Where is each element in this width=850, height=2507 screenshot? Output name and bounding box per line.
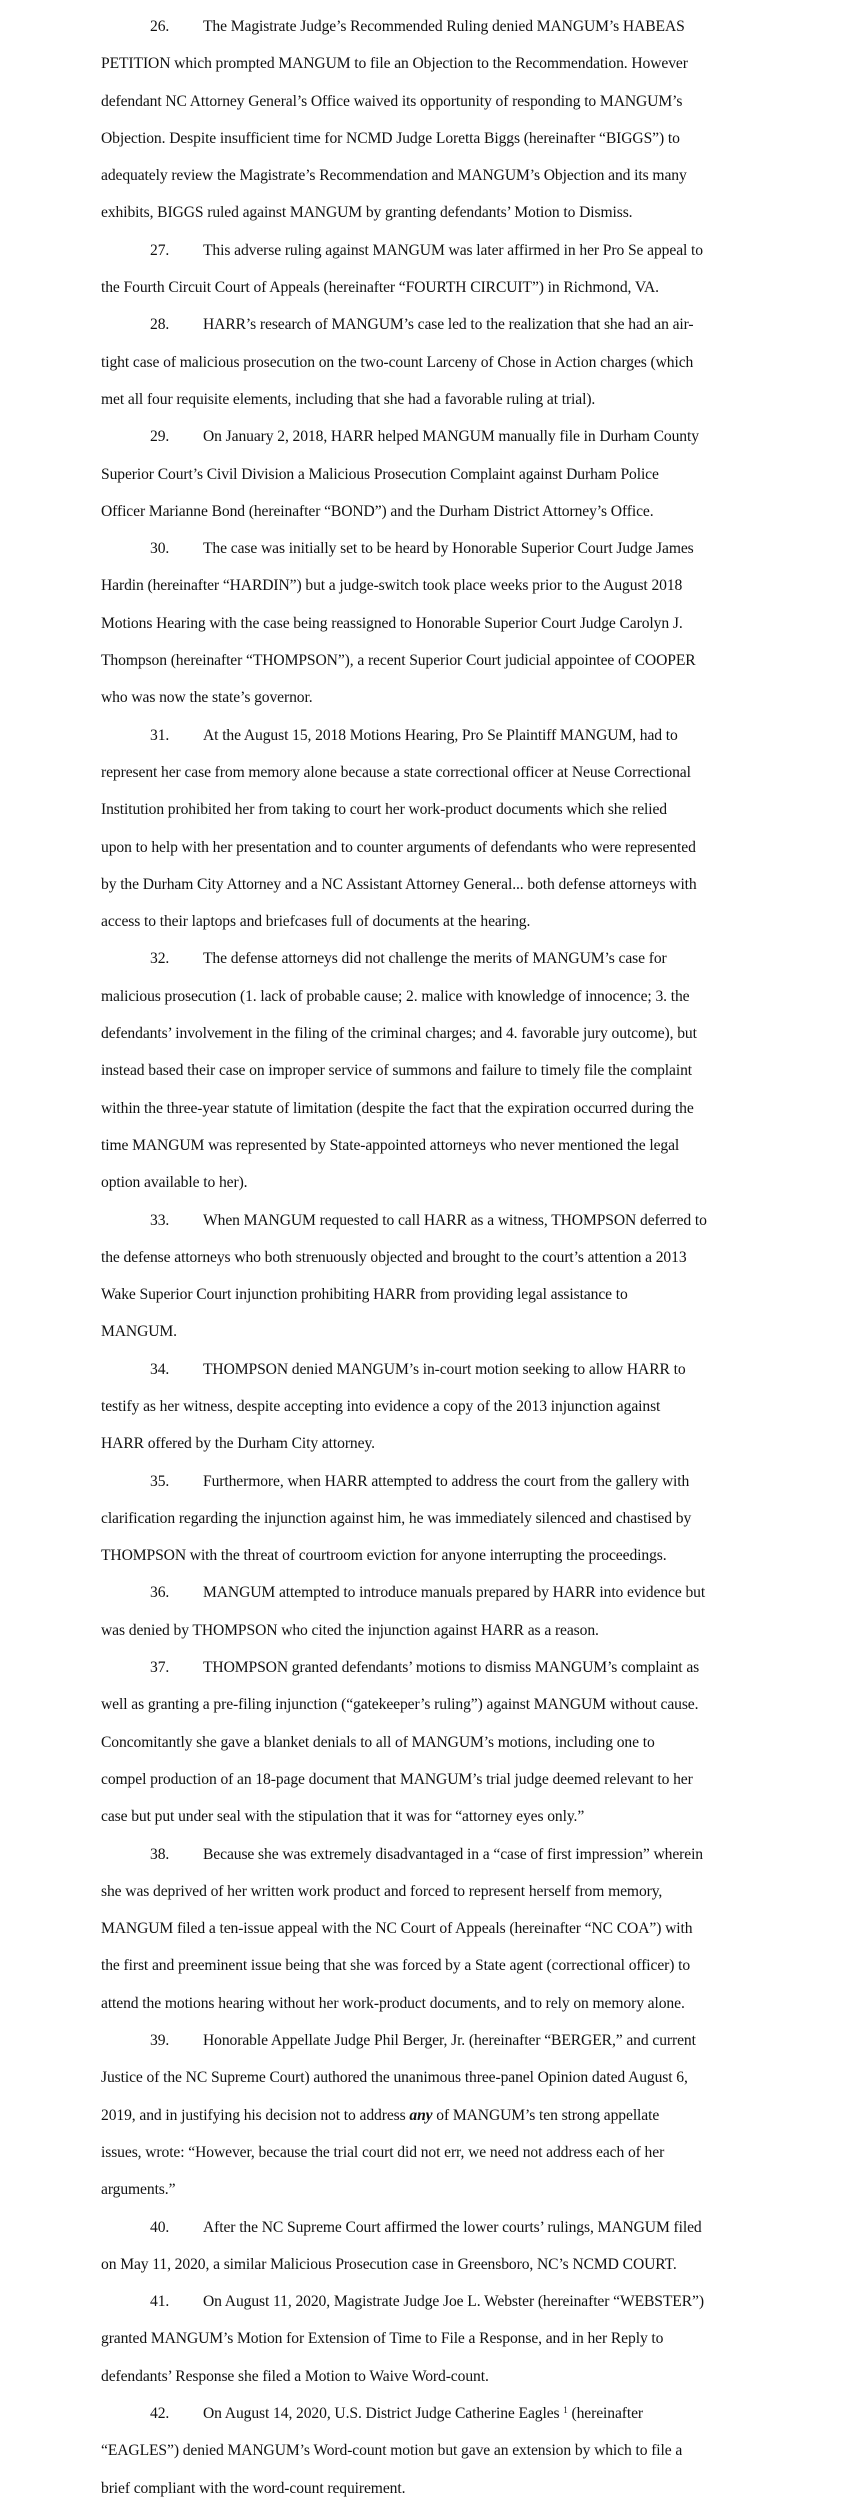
paragraph-number: 26. <box>150 18 170 35</box>
numbered-paragraph <box>101 717 761 941</box>
text-line <box>101 2134 761 2171</box>
text-line <box>101 8 761 45</box>
line-text: the first and preeminent issue being that she was forced by a State agent (correctional officer) to <box>101 1957 691 1975</box>
line-text: represent her case from memory alone because a state correctional officer at Neuse Correctional <box>101 763 691 781</box>
line-text: THOMPSON with the threat of courtroom eviction for anyone interrupting the proceedings. <box>101 1547 667 1565</box>
paragraph-number: 34. <box>150 1360 170 1378</box>
paragraph-number: 27. <box>150 241 170 259</box>
text-line <box>101 194 761 231</box>
line-text: brief compliant with the word-count requirement. <box>101 2479 406 2497</box>
text-line <box>101 1574 761 1611</box>
text-line <box>101 791 761 828</box>
line-text: compel production of an 18-page document that MANGUM’s trial judge deemed relevant to her <box>101 1770 693 1788</box>
line-text: time MANGUM was represented by State-appointed attorneys who never mentioned the legal <box>101 1136 680 1154</box>
line-text: This adverse ruling against MANGUM was later affirmed in her Pro Se appeal to <box>203 241 703 259</box>
line-text: Thompson (hereinafter “THOMPSON”), a recent Superior Court judicial appointee of COOPER <box>101 652 696 670</box>
line-text: access to their laptops and briefcases full of documents at the hearing. <box>101 913 531 931</box>
line-text: met all four requisite elements, including that she had a favorable ruling at trial). <box>101 390 596 408</box>
text-line <box>101 232 761 269</box>
numbered-paragraph <box>101 232 761 307</box>
text-line <box>101 1612 761 1649</box>
numbered-paragraph <box>101 2209 761 2284</box>
text-line <box>101 493 761 530</box>
line-text: The Magistrate Judge’s Recommended Ruling denied MANGUM’s HABEAS <box>203 18 685 35</box>
line-text: Motions Hearing with the case being reassigned to Honorable Superior Court Judge Carolyn J. <box>101 614 683 632</box>
paragraph-number: 39. <box>150 2032 170 2050</box>
line-text: HARR’s research of MANGUM’s case led to the realization that she had an air- <box>203 316 694 334</box>
line-text: defendant NC Attorney General’s Office waived its opportunity of responding to MANGUM’s <box>101 92 683 110</box>
paragraph-number: 32. <box>150 950 170 968</box>
numbered-paragraph <box>101 8 761 232</box>
paragraph-number: 35. <box>150 1472 170 1490</box>
line-text: on May 11, 2020, a similar Malicious Prosecution case in Greensboro, NC’s NCMD COURT. <box>101 2255 677 2273</box>
line-text: within the three-year statute of limitation (despite the fact that the expiration occurred during the <box>101 1099 694 1117</box>
text-line <box>101 418 761 455</box>
numbered-paragraph <box>101 1351 761 1463</box>
text-line <box>101 1910 761 1947</box>
line-text: THOMPSON denied MANGUM’s in-court motion seeking to allow HARR to <box>203 1360 686 1378</box>
line-text: Institution prohibited her from taking to court her work-product documents which she relied <box>101 801 667 819</box>
text-line <box>101 1836 761 1873</box>
numbered-paragraph <box>101 1202 761 1351</box>
numbered-paragraph <box>101 2283 761 2395</box>
text-line <box>101 717 761 754</box>
line-text: the defense attorneys who both strenuously objected and brought to the court’s attention a 2013 <box>101 1248 687 1266</box>
text-line <box>101 605 761 642</box>
line-text: she was deprived of her written work product and forced to represent herself from memory, <box>101 1882 663 1900</box>
line-text: On January 2, 2018, HARR helped MANGUM manually file in Durham County <box>203 428 699 446</box>
line-text: 2019, and in justifying his decision not to address <box>101 2106 410 2124</box>
line-text: Because she was extremely disadvantaged in a “case of first impression” wherein <box>203 1845 704 1863</box>
text-line <box>101 1873 761 1910</box>
text-line <box>101 1090 761 1127</box>
text-line <box>101 2470 761 2507</box>
line-text: who was now the state’s governor. <box>101 689 313 707</box>
document-page <box>101 8 761 2507</box>
text-line <box>101 381 761 418</box>
paragraph-number: 42. <box>150 2405 170 2422</box>
text-line <box>101 978 761 1015</box>
text-line <box>101 1985 761 2022</box>
text-line <box>101 1313 761 1350</box>
text-line <box>101 1463 761 1500</box>
line-text: (hereinafter <box>567 2405 644 2422</box>
line-text: The defense attorneys did not challenge the merits of MANGUM’s case for <box>203 950 667 968</box>
text-line <box>101 679 761 716</box>
line-text: MANGUM attempted to introduce manuals prepared by HARR into evidence but <box>203 1584 706 1602</box>
text-line <box>101 2395 761 2432</box>
line-text: defendants’ involvement in the filing of the criminal charges; and 4. favorable jury outcome), but <box>101 1025 697 1043</box>
paragraph-number: 30. <box>150 540 170 558</box>
text-line <box>101 1239 761 1276</box>
paragraph-number: 40. <box>150 2218 170 2236</box>
numbered-paragraph <box>101 1836 761 2022</box>
paragraph-number: 36. <box>150 1584 170 1602</box>
line-text: tight case of malicious prosecution on the two-count Larceny of Chose in Action charges (which <box>101 353 694 371</box>
text-line <box>101 344 761 381</box>
line-text: When MANGUM requested to call HARR as a witness, THOMPSON deferred to <box>203 1211 707 1229</box>
numbered-paragraph <box>101 306 761 418</box>
text-line <box>101 567 761 604</box>
text-line <box>101 1202 761 1239</box>
text-line <box>101 2246 761 2283</box>
line-text: Justice of the NC Supreme Court) authored the unanimous three-panel Opinion dated August 6, <box>101 2069 688 2087</box>
text-line <box>101 2358 761 2395</box>
line-text: malicious prosecution (1. lack of probable cause; 2. malice with knowledge of innocence; 3. the <box>101 987 690 1005</box>
paragraph-number: 38. <box>150 1845 170 1863</box>
line-text: case but put under seal with the stipulation that it was for “attorney eyes only.” <box>101 1808 585 1826</box>
line-text: Officer Marianne Bond (hereinafter “BOND”) and the Durham District Attorney’s Office. <box>101 502 654 520</box>
text-line <box>101 1351 761 1388</box>
line-text: clarification regarding the injunction against him, he was immediately silenced and chastised by <box>101 1509 692 1527</box>
text-line <box>101 456 761 493</box>
line-text: At the August 15, 2018 Motions Hearing, Pro Se Plaintiff MANGUM, had to <box>203 726 678 744</box>
line-text: was denied by THOMPSON who cited the injunction against HARR as a reason. <box>101 1621 599 1639</box>
text-line <box>101 2059 761 2096</box>
text-line <box>101 829 761 866</box>
line-text: Objection. Despite insufficient time for NCMD Judge Loretta Biggs (hereinafter “BIGGS”) to <box>101 129 680 147</box>
numbered-paragraph <box>101 2022 761 2208</box>
numbered-paragraph <box>101 1649 761 1835</box>
text-line <box>101 1164 761 1201</box>
line-text: of MANGUM’s ten strong appellate <box>432 2106 660 2124</box>
line-text: upon to help with her presentation and to counter arguments of defendants who were represented <box>101 838 696 856</box>
text-line <box>101 866 761 903</box>
line-text: adequately review the Magistrate’s Recommendation and MANGUM’s Objection and its many <box>101 167 687 185</box>
line-text: THOMPSON granted defendants’ motions to dismiss MANGUM’s complaint as <box>203 1659 700 1677</box>
text-line <box>101 1761 761 1798</box>
line-text: Concomitantly she gave a blanket denials to all of MANGUM’s motions, including one to <box>101 1733 655 1751</box>
numbered-paragraph <box>101 2395 761 2507</box>
line-text: well as granting a pre-filing injunction (“gatekeeper’s ruling”) against MANGUM without cause. <box>101 1696 699 1714</box>
line-text: Superior Court’s Civil Division a Malicious Prosecution Complaint against Durham Police <box>101 465 659 483</box>
line-text: the Fourth Circuit Court of Appeals (hereinafter “FOURTH CIRCUIT”) in Richmond, VA. <box>101 279 659 297</box>
footnote-reference[interactable]: 1 <box>563 2405 568 2415</box>
text-line <box>101 83 761 120</box>
line-text: option available to her). <box>101 1174 248 1192</box>
text-line <box>101 1686 761 1723</box>
line-text: The case was initially set to be heard by Honorable Superior Court Judge James <box>203 540 694 558</box>
paragraph-number: 28. <box>150 316 170 334</box>
line-text: Wake Superior Court injunction prohibiting HARR from providing legal assistance to <box>101 1286 628 1304</box>
numbered-paragraph <box>101 418 761 530</box>
text-line <box>101 1388 761 1425</box>
numbered-paragraph <box>101 1463 761 1575</box>
line-text: instead based their case on improper service of summons and failure to timely file the complaint <box>101 1062 693 1080</box>
paragraph-number: 33. <box>150 1211 170 1229</box>
line-text: Furthermore, when HARR attempted to address the court from the gallery with <box>203 1472 690 1490</box>
text-line <box>101 530 761 567</box>
text-line <box>101 1947 761 1984</box>
paragraph-number: 37. <box>150 1659 170 1677</box>
text-line <box>101 269 761 306</box>
text-line <box>101 1649 761 1686</box>
line-text: On August 11, 2020, Magistrate Judge Joe L. Webster (hereinafter “WEBSTER”) <box>203 2293 704 2311</box>
line-text: exhibits, BIGGS ruled against MANGUM by granting defendants’ Motion to Dismiss. <box>101 204 633 222</box>
text-line <box>101 157 761 194</box>
line-text: Honorable Appellate Judge Phil Berger, Jr. (hereinafter “BERGER,” and current <box>203 2032 696 2050</box>
line-text: On August 14, 2020, U.S. District Judge Catherine Eagles <box>203 2405 564 2422</box>
text-line <box>101 2283 761 2320</box>
text-line <box>101 1127 761 1164</box>
emphasized-word: any <box>409 2106 433 2124</box>
line-text: arguments.” <box>101 2181 176 2199</box>
text-line <box>101 1425 761 1462</box>
text-line <box>101 2209 761 2246</box>
line-text: issues, wrote: “However, because the trial court did not err, we need not address each of her <box>101 2143 665 2161</box>
text-line <box>101 2022 761 2059</box>
line-text: testify as her witness, despite accepting into evidence a copy of the 2013 injunction against <box>101 1397 661 1415</box>
text-line <box>101 642 761 679</box>
text-line <box>101 1724 761 1761</box>
line-text: “EAGLES”) denied MANGUM’s Word-count motion but gave an extension by which to file a <box>101 2442 683 2460</box>
text-line <box>101 1500 761 1537</box>
line-text: PETITION which prompted MANGUM to file an Objection to the Recommendation. However <box>101 55 688 73</box>
text-line <box>101 2432 761 2469</box>
paragraph-number: 31. <box>150 726 170 744</box>
text-line <box>101 120 761 157</box>
numbered-paragraph <box>101 940 761 1201</box>
line-text: MANGUM. <box>101 1323 177 1341</box>
line-text: by the Durham City Attorney and a NC Assistant Attorney General... both defense attorneys with <box>101 875 697 893</box>
text-line <box>101 2097 761 2134</box>
line-text: Hardin (hereinafter “HARDIN”) but a judge-switch took place weeks prior to the August 2018 <box>101 577 683 595</box>
text-line <box>101 1798 761 1835</box>
paragraph-number: 29. <box>150 428 170 446</box>
text-line <box>101 1052 761 1089</box>
text-line <box>101 1015 761 1052</box>
line-text: HARR offered by the Durham City attorney. <box>101 1435 375 1453</box>
line-text: defendants’ Response she filed a Motion to Waive Word-count. <box>101 2367 489 2385</box>
text-line <box>101 754 761 791</box>
paragraph-number: 41. <box>150 2293 170 2311</box>
text-line <box>101 2320 761 2357</box>
text-line <box>101 306 761 343</box>
numbered-paragraph <box>101 530 761 716</box>
text-line <box>101 1537 761 1574</box>
text-line <box>101 903 761 940</box>
line-text: MANGUM filed a ten-issue appeal with the NC Court of Appeals (hereinafter “NC COA”) with <box>101 1920 693 1938</box>
text-line <box>101 45 761 82</box>
line-text: granted MANGUM’s Motion for Extension of Time to File a Response, and in her Reply to <box>101 2330 664 2348</box>
text-line <box>101 1276 761 1313</box>
text-line <box>101 940 761 977</box>
line-text: After the NC Supreme Court affirmed the lower courts’ rulings, MANGUM filed <box>203 2218 702 2236</box>
line-text: attend the motions hearing without her work-product documents, and to rely on memory alone. <box>101 1994 685 2012</box>
text-line <box>101 2171 761 2208</box>
numbered-paragraph <box>101 1574 761 1649</box>
